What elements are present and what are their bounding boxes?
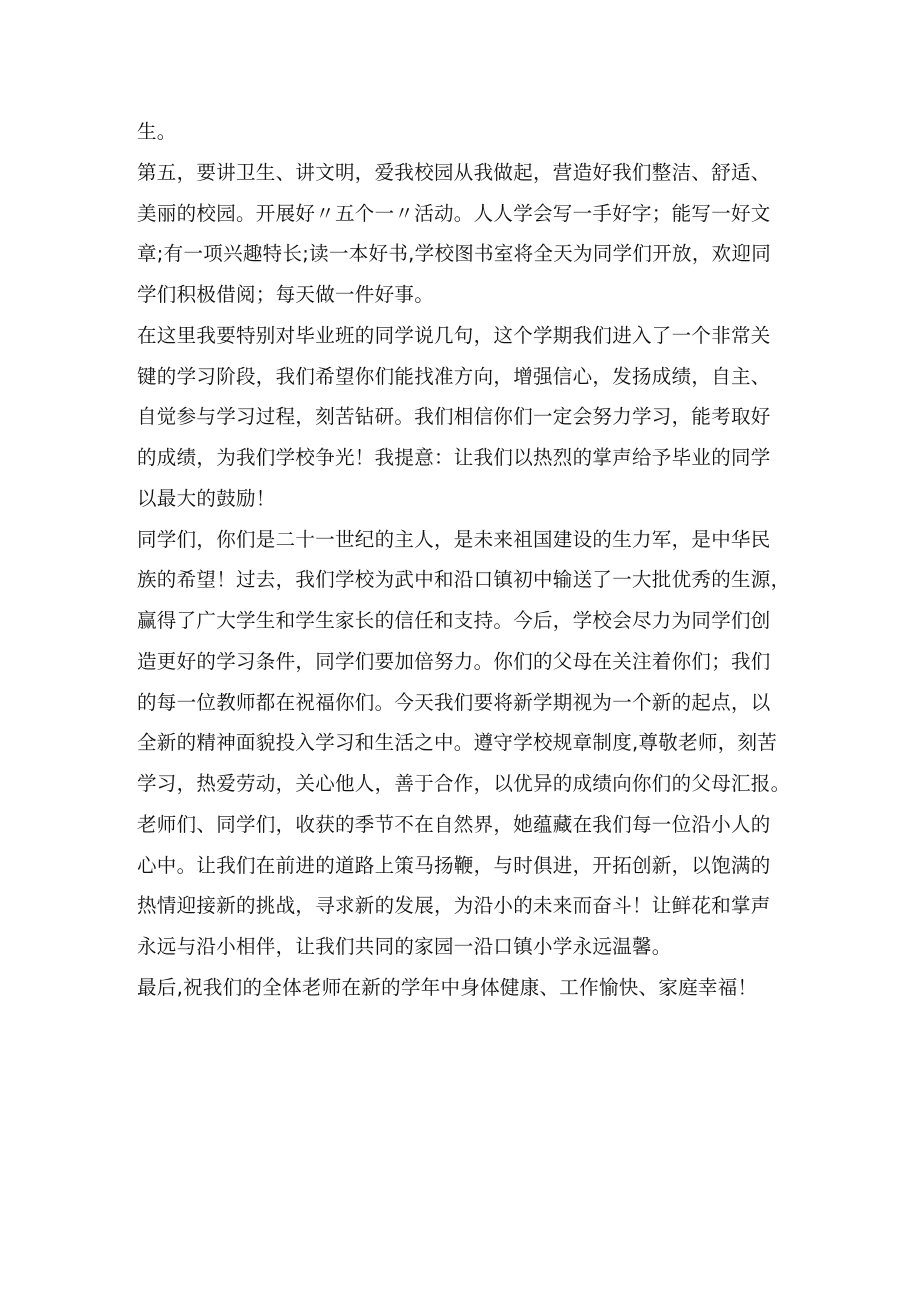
text-line: 赢得了广大学生和学生家长的信任和支持。今后，学校会尽力为同学们创 bbox=[137, 609, 771, 632]
text-line: 以最大的鼓励！ bbox=[137, 486, 276, 510]
text-line: 老师们、同学们，收获的季节不在自然界，她蕴藏在我们每一位沿小人的 bbox=[137, 812, 771, 836]
text-line: 的成绩，为我们学校争光！我提意：让我们以热烈的掌声给予毕业的同学 bbox=[137, 446, 771, 469]
text-line: 族的希望！过去，我们学校为武中和沿口镇初中输送了一大批优秀的生源， bbox=[137, 568, 791, 592]
text-line: 在这里我要特别对毕业班的同学说几句，这个学期我们进入了一个非常关 bbox=[137, 323, 771, 347]
text-line: 学习，热爱劳动，关心他人，善于合作，以优异的成绩向你们的父母汇报。 bbox=[137, 772, 791, 795]
text-line: 造更好的学习条件，同学们要加倍努力。你们的父母在关注着你们；我们 bbox=[137, 649, 771, 673]
text-line: 学们积极借阅；每天做一件好事。 bbox=[137, 283, 435, 306]
text-line: 最后,祝我们的全体老师在新的学年中身体健康、工作愉快、家庭幸福！ bbox=[137, 975, 758, 999]
text-line: 第五，要讲卫生、讲文明，爱我校园从我做起，营造好我们整洁、舒适、 bbox=[137, 160, 771, 184]
text-line: 生。 bbox=[137, 120, 177, 143]
text-line: 热情迎接新的挑战，寻求新的发展，为沿小的未来而奋斗！让鲜花和掌声 bbox=[137, 894, 771, 918]
text-line: 全新的精神面貌投入学习和生活之中。遵守学校规章制度,尊敬老师，刻苦 bbox=[137, 731, 778, 755]
text-line: 章;有一项兴趣特长;读一本好书,学校图书室将全天为同学们开放，欢迎同 bbox=[137, 242, 772, 266]
text-line: 键的学习阶段，我们希望你们能找准方向，增强信心，发扬成绩，自主、 bbox=[137, 364, 771, 388]
text-line: 自觉参与学习过程，刻苦钻研。我们相信你们一定会努力学习，能考取好 bbox=[137, 405, 771, 429]
text-line: 心中。让我们在前进的道路上策马扬鞭，与时俱进，开拓创新，以饱满的 bbox=[137, 853, 771, 877]
speech-text-body bbox=[137, 112, 797, 1009]
text-line: 的每一位教师都在祝福你们。今天我们要将新学期视为一个新的起点，以 bbox=[137, 690, 771, 714]
text-line: 永远与沿小相伴，让我们共同的家园一沿口镇小学永远温馨。 bbox=[137, 935, 672, 958]
text-line: 同学们，你们是二十一世纪的主人，是未来祖国建设的生力军，是中华民 bbox=[137, 527, 771, 551]
text-line: 美丽的校园。开展好〃五个一〃活动。人人学会写一手好字；能写一好文 bbox=[137, 201, 771, 225]
